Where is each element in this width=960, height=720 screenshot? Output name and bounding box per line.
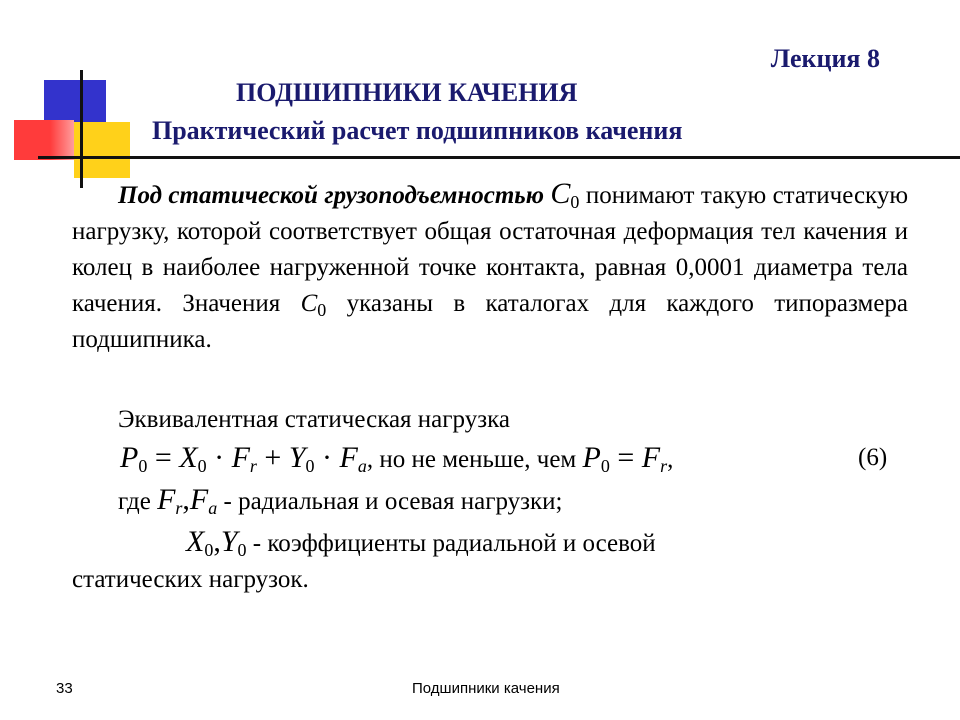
equation-number: (6)	[858, 444, 888, 471]
eq-fa: F	[339, 441, 358, 474]
where-fr-sub: r	[175, 498, 183, 518]
where-text: - радиальная и осевая нагрузки;	[223, 488, 563, 515]
equivalent-load-label: Эквивалентная статическая нагрузка	[118, 406, 510, 433]
equation-min-formula	[583, 441, 668, 474]
equation-line	[120, 440, 673, 478]
coef-sep: ,	[213, 525, 221, 558]
eq-equals: =	[147, 441, 180, 474]
coefficients-formula	[186, 525, 247, 558]
definition-text-b: указаны в каталогах для каждого типоразмера подшипника.	[72, 290, 909, 353]
eq-p-sub: 0	[138, 456, 148, 476]
decor-horizontal-line	[38, 156, 960, 159]
eq-dot-1: ·	[206, 441, 232, 474]
definition-paragraph	[72, 176, 908, 358]
where-formula	[157, 483, 217, 516]
where-fr: F	[157, 483, 176, 516]
eq-fr: F	[231, 441, 250, 474]
eq-x-sub: 0	[197, 456, 207, 476]
symbol-c0-inline-main: C	[300, 290, 318, 317]
slide-title: ПОДШИПНИКИ КАЧЕНИЯ	[236, 78, 578, 107]
eq-fr-sub: r	[249, 456, 257, 476]
where-sep: ,	[182, 483, 190, 516]
eq-dot-2: ·	[314, 441, 340, 474]
footer-text: Подшипники качения	[412, 680, 560, 697]
coef-x-sub: 0	[204, 540, 214, 560]
eq-x: X	[179, 441, 198, 474]
eq-fa-sub: a	[357, 456, 367, 476]
symbol-c0	[550, 177, 579, 210]
where-prefix: где	[118, 488, 151, 515]
coefficients-continuation: статических нагрузок.	[72, 566, 309, 593]
eq-p: P	[120, 441, 139, 474]
eq-min-f: F	[641, 441, 661, 474]
equation-formula	[120, 441, 367, 474]
symbol-c0-inline	[300, 290, 327, 320]
eq-min-equals: =	[609, 441, 642, 474]
symbol-c0-main: C	[550, 177, 571, 210]
decor-red-shade	[14, 120, 74, 160]
where-fa: F	[189, 483, 209, 516]
coefficients-line	[186, 524, 656, 562]
eq-y-sub: 0	[305, 456, 315, 476]
symbol-c0-sub: 0	[570, 192, 580, 212]
where-line	[118, 482, 563, 520]
eq-min-p-sub: 0	[600, 456, 610, 476]
decor-vertical-line	[80, 70, 83, 188]
lecture-number: Лекция 8	[770, 44, 880, 73]
page-number: 33	[56, 680, 73, 697]
coefficients-text: - коэффициенты радиальной и осевой	[252, 530, 656, 557]
coef-y: Y	[220, 525, 238, 558]
eq-y: Y	[288, 441, 306, 474]
symbol-c0-inline-sub: 0	[317, 300, 327, 320]
definition-text-a: понимают такую статическую нагрузку, которой соответствует общая остаточная деформация тел качения и колец в наиболее нагруженной точке контакта, равная 0,0001 диаметра тела качения. Значения	[72, 182, 909, 317]
coef-y-sub: 0	[237, 540, 247, 560]
where-fa-sub: a	[208, 498, 218, 518]
equation-middle-text: , но не меньше, чем	[366, 446, 577, 473]
eq-plus: +	[256, 441, 289, 474]
eq-min-f-sub: r	[660, 456, 668, 476]
equation-tail-comma: ,	[667, 446, 674, 473]
slide-subtitle: Практический расчет подшипников качения	[152, 116, 683, 145]
definition-lead: Под статической грузоподъемностью	[118, 182, 544, 209]
coef-x: X	[186, 525, 205, 558]
eq-min-p: P	[582, 441, 601, 474]
